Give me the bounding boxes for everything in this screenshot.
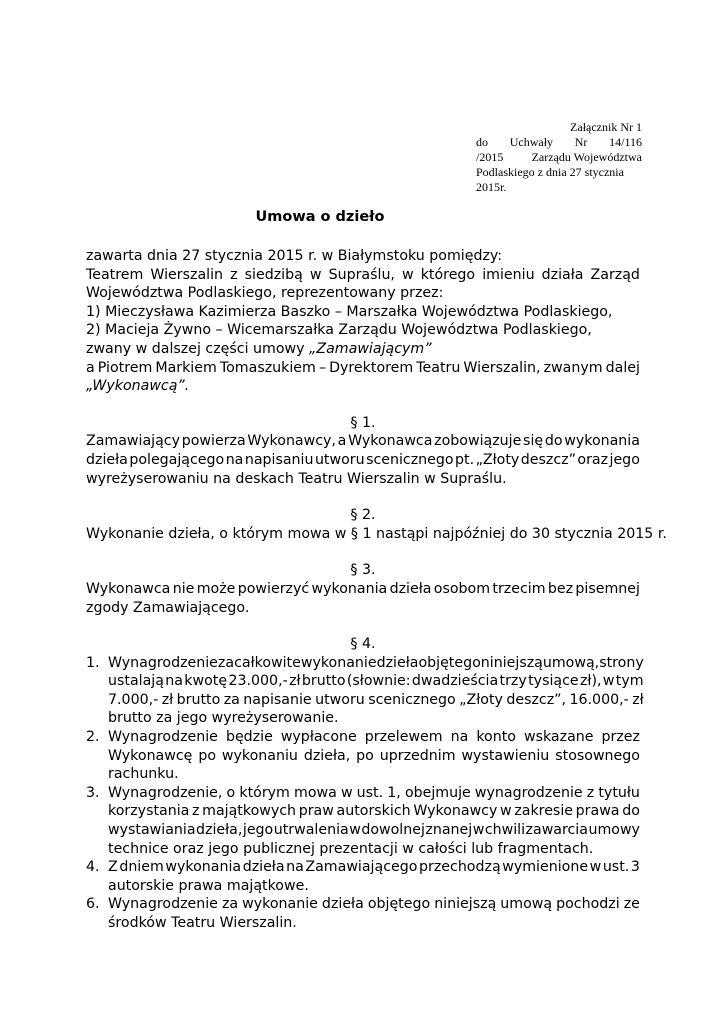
text-line bbox=[108, 784, 640, 803]
text-line bbox=[108, 728, 640, 747]
word: strony bbox=[599, 654, 644, 671]
word: dzieła bbox=[242, 859, 285, 876]
word: zł bbox=[289, 673, 301, 690]
word: dowolnej bbox=[361, 822, 425, 839]
annex-line: 2015r. bbox=[476, 180, 507, 194]
word: nie bbox=[172, 580, 195, 597]
word: dniem bbox=[119, 859, 164, 876]
word: jego bbox=[242, 822, 274, 839]
list-item bbox=[86, 728, 640, 784]
document-title: Umowa o dzieło bbox=[255, 209, 385, 225]
word: całkowite bbox=[234, 654, 301, 671]
word: wykonaniu bbox=[221, 747, 298, 764]
word: w bbox=[309, 266, 322, 283]
word: przelewem bbox=[364, 729, 443, 746]
word: Z bbox=[108, 859, 118, 876]
word: praw bbox=[298, 803, 334, 820]
word: Wykonawcy bbox=[413, 803, 498, 820]
word: a bbox=[86, 359, 95, 376]
word: utworu bbox=[314, 451, 365, 468]
word: dzieła bbox=[321, 896, 364, 913]
word: brutto bbox=[301, 673, 346, 690]
text-line: środków Teatru Wierszalin. bbox=[108, 915, 297, 931]
text-line: zawarta dnia 27 stycznia 2015 r. w Białymstoku pomiędzy: bbox=[86, 248, 503, 264]
word: znanej bbox=[425, 822, 473, 839]
list-number: 1. bbox=[86, 654, 100, 671]
word: Supraślu, bbox=[328, 266, 395, 283]
word: Markiem bbox=[155, 359, 217, 376]
list-number: 2. bbox=[86, 729, 100, 746]
word: przez bbox=[601, 729, 640, 746]
word: na bbox=[165, 673, 183, 690]
word: 14/116 bbox=[609, 135, 642, 149]
party-name: „Wykonawcą”. bbox=[86, 378, 190, 395]
word: za bbox=[223, 691, 240, 708]
section-4 bbox=[86, 635, 644, 933]
word: wykonanie bbox=[300, 654, 377, 671]
word: utrwalenia bbox=[273, 822, 349, 839]
text-line bbox=[108, 821, 640, 840]
word: z bbox=[192, 803, 200, 820]
word: autorskich bbox=[336, 803, 411, 820]
word: uprzednim bbox=[379, 747, 456, 764]
word: dzieła bbox=[376, 654, 419, 671]
text-line: technice oraz jego publicznej prezentacji w całości lub fragmentach. bbox=[108, 840, 594, 857]
text-line bbox=[108, 691, 644, 710]
word: chwili bbox=[484, 822, 526, 839]
word: na bbox=[286, 859, 304, 876]
word: ust. bbox=[356, 784, 384, 801]
section-3 bbox=[86, 561, 640, 617]
word: polegającego bbox=[129, 451, 225, 468]
word: może bbox=[196, 580, 236, 597]
word: do bbox=[622, 803, 640, 820]
word: 7.000,- bbox=[108, 691, 159, 708]
text-line bbox=[86, 377, 640, 396]
word: w bbox=[589, 859, 602, 876]
word: wykonania bbox=[564, 433, 640, 450]
word: w bbox=[340, 784, 353, 801]
word: wynagrodzenie bbox=[474, 784, 583, 801]
text-line bbox=[86, 359, 640, 378]
text-line: rachunku. bbox=[108, 766, 179, 783]
word: do bbox=[476, 135, 488, 149]
list-item-text bbox=[108, 895, 640, 932]
word: zł bbox=[632, 691, 644, 708]
word: „Złoty bbox=[459, 691, 503, 708]
word: zł), bbox=[579, 673, 602, 690]
section-heading: § 1. bbox=[350, 414, 376, 431]
word: konto bbox=[476, 729, 516, 746]
text-line bbox=[108, 802, 640, 821]
word: pisemnej bbox=[575, 580, 640, 597]
word: w bbox=[349, 822, 361, 839]
text-line bbox=[86, 432, 640, 451]
word: osobom bbox=[433, 580, 491, 597]
word: /2015 bbox=[476, 150, 504, 164]
word: tysiące bbox=[528, 673, 579, 690]
text-line bbox=[108, 654, 644, 673]
text-line: autorskie prawa majątkowe. bbox=[108, 877, 309, 894]
word: objętego bbox=[367, 896, 431, 913]
text-line: zgody Zamawiającego. bbox=[86, 599, 250, 616]
word: scenicznego bbox=[368, 691, 456, 708]
text-line bbox=[86, 340, 640, 359]
word: trzecim bbox=[492, 580, 546, 597]
word: trzy bbox=[499, 673, 527, 690]
word: siedzibą bbox=[244, 266, 303, 283]
word: deszcz” bbox=[520, 451, 576, 468]
word: za bbox=[221, 896, 239, 913]
list-number: 4. bbox=[86, 859, 100, 876]
word: zwanym bbox=[543, 359, 603, 376]
word: prawa bbox=[575, 803, 620, 820]
list-item-text bbox=[108, 784, 640, 858]
text-line: 2) Macieja Żywno – Wicemarszałka Zarządu Województwa Podlaskiego, bbox=[86, 322, 592, 339]
list-item bbox=[86, 895, 640, 932]
word: w bbox=[402, 266, 414, 283]
word: Wykonawcę bbox=[108, 747, 193, 764]
word: bez bbox=[547, 580, 574, 597]
section-heading: § 4. bbox=[350, 636, 376, 653]
word: Nr bbox=[574, 135, 588, 149]
word: dzieła bbox=[86, 451, 128, 468]
word: niniejszą bbox=[480, 654, 543, 671]
word: będzie bbox=[225, 729, 273, 746]
word: na bbox=[225, 451, 244, 468]
word: po bbox=[198, 747, 216, 764]
word: dwadzieścia bbox=[411, 673, 499, 690]
annex-line bbox=[476, 135, 642, 150]
word: wykonania bbox=[311, 580, 388, 597]
word: obejmuje bbox=[404, 784, 471, 801]
annex-line bbox=[476, 150, 642, 165]
word: wystawieniu bbox=[461, 747, 550, 764]
word: – bbox=[318, 359, 327, 376]
word: na bbox=[450, 729, 469, 746]
text-span: zwany w dalszej części umowy bbox=[86, 340, 310, 357]
word: w bbox=[472, 822, 485, 839]
text-line bbox=[86, 451, 640, 470]
word: Teatrem bbox=[86, 266, 144, 283]
word: stosownego bbox=[555, 747, 640, 764]
section-heading: § 2. bbox=[350, 507, 376, 524]
word: dzieła bbox=[389, 580, 432, 597]
word: umowy bbox=[588, 822, 640, 839]
annex-line: Załącznik Nr 1 bbox=[570, 120, 642, 134]
word: ustalają bbox=[108, 673, 164, 690]
word: pt. bbox=[455, 451, 475, 468]
word: zakresie bbox=[514, 803, 573, 820]
word: kwotę bbox=[184, 673, 228, 690]
word: majątkowych bbox=[202, 803, 297, 820]
word: powierzyć bbox=[237, 580, 310, 597]
text-line bbox=[108, 747, 640, 766]
text-line bbox=[86, 580, 640, 599]
word: w bbox=[602, 673, 615, 690]
annex-note bbox=[476, 120, 642, 195]
word: 16.000,- bbox=[569, 691, 629, 708]
word: brutto bbox=[176, 691, 221, 708]
text-line: wyreżyserowaniu na deskach Teatru Wierszalin w Supraślu. bbox=[86, 470, 507, 487]
word: z bbox=[586, 784, 595, 801]
text-line: Województwa Podlaskiego, reprezentowany przez: bbox=[86, 285, 444, 302]
list-number: 3. bbox=[86, 784, 100, 801]
word: Wynagrodzenie bbox=[108, 729, 218, 746]
word: tym bbox=[615, 673, 644, 690]
word: Tomaszukiem bbox=[219, 359, 316, 376]
section-heading: § 3. bbox=[350, 562, 376, 579]
word: Teatru bbox=[416, 359, 461, 376]
word: korzystania bbox=[108, 803, 190, 820]
word: pochodzi bbox=[556, 896, 620, 913]
word: którego bbox=[420, 266, 476, 283]
word: umową bbox=[500, 896, 553, 913]
word: do bbox=[544, 433, 563, 450]
word: ust. bbox=[602, 859, 630, 876]
word: umową, bbox=[542, 654, 600, 671]
word: zobowiązuje bbox=[434, 433, 522, 450]
word: którym bbox=[239, 784, 290, 801]
annex-line: Podlaskiego z dnia 27 stycznia bbox=[476, 165, 624, 179]
word: Wykonawcy, bbox=[247, 433, 336, 450]
word: po bbox=[356, 747, 374, 764]
word: 1, bbox=[387, 784, 401, 801]
word: zawarcia bbox=[525, 822, 588, 839]
word: działa bbox=[541, 266, 584, 283]
word: wskazane bbox=[523, 729, 594, 746]
word: 23.000,- bbox=[228, 673, 288, 690]
word: Wykonawca bbox=[348, 433, 433, 450]
section-2 bbox=[86, 506, 667, 543]
word: Wynagrodzenie, bbox=[108, 784, 223, 801]
word: (słownie: bbox=[346, 673, 411, 690]
word: powierza bbox=[181, 433, 246, 450]
text-line: brutto za jego wyreżyserowanie. bbox=[108, 710, 339, 727]
word: wykonania bbox=[165, 859, 242, 876]
word: przechodzą bbox=[419, 859, 501, 876]
word: wystawiania bbox=[108, 822, 196, 839]
word: napisanie bbox=[243, 691, 312, 708]
word: imieniu bbox=[482, 266, 535, 283]
word: Wynagrodzenie bbox=[108, 896, 218, 913]
word: za bbox=[217, 654, 235, 671]
word: Zarząd bbox=[590, 266, 640, 283]
word: dzieła, bbox=[303, 747, 351, 764]
word: Wierszalin, bbox=[463, 359, 541, 376]
list-item bbox=[86, 654, 644, 728]
word: zł bbox=[161, 691, 174, 708]
list-item-text bbox=[108, 728, 640, 784]
text-line: Wykonanie dzieła, o którym mowa w § 1 nastąpi najpóźniej do 30 stycznia 2015 r. bbox=[86, 525, 667, 542]
section-1 bbox=[86, 414, 640, 488]
word: ze bbox=[623, 896, 640, 913]
numbered-list bbox=[86, 654, 644, 933]
word: Dyrektorem bbox=[329, 359, 414, 376]
word: dzieła, bbox=[196, 822, 243, 839]
text-line bbox=[108, 895, 640, 914]
word: Wynagrodzenie bbox=[108, 654, 218, 671]
word: tytułu bbox=[598, 784, 640, 801]
word: mowa bbox=[294, 784, 337, 801]
list-item bbox=[86, 784, 640, 858]
word: Wykonawca bbox=[86, 580, 171, 597]
word: w bbox=[500, 803, 512, 820]
word: oraz bbox=[577, 451, 609, 468]
word: wypłacone bbox=[280, 729, 357, 746]
text-line bbox=[86, 266, 640, 285]
word: deszcz”, bbox=[506, 691, 567, 708]
text-line: 1) Mieczysława Kazimierza Baszko – Marszałka Województwa Podlaskiego, bbox=[86, 303, 613, 320]
list-item-text bbox=[108, 858, 640, 895]
word: objętego bbox=[418, 654, 481, 671]
word: Zamawiający bbox=[86, 433, 180, 450]
word: wymienione bbox=[502, 859, 589, 876]
word: się bbox=[523, 433, 544, 450]
word: Wierszalin bbox=[150, 266, 224, 283]
word: 3 bbox=[630, 859, 640, 876]
list-number: 6. bbox=[86, 896, 100, 913]
word: Uchwały bbox=[509, 135, 554, 149]
word: napisaniu bbox=[244, 451, 314, 468]
word: jego bbox=[609, 451, 640, 468]
word: wykonanie bbox=[242, 896, 318, 913]
word: o bbox=[226, 784, 236, 801]
word: Zamawiającego bbox=[305, 859, 418, 876]
list-item-text bbox=[108, 654, 644, 728]
word: niniejszą bbox=[434, 896, 497, 913]
document-body bbox=[86, 247, 667, 933]
text-line bbox=[108, 672, 644, 691]
party-name: „Zamawiającym” bbox=[309, 340, 432, 357]
intro-section bbox=[86, 247, 640, 396]
list-item bbox=[86, 858, 640, 895]
word: a bbox=[337, 433, 347, 450]
word: „Złoty bbox=[475, 451, 520, 468]
word: Piotrem bbox=[97, 359, 153, 376]
text-line bbox=[108, 858, 640, 877]
word: Zarządu Województwa bbox=[531, 150, 642, 164]
word: scenicznego bbox=[366, 451, 454, 468]
word: dalej bbox=[605, 359, 640, 376]
word: utworu bbox=[315, 691, 365, 708]
word: z bbox=[230, 266, 238, 283]
